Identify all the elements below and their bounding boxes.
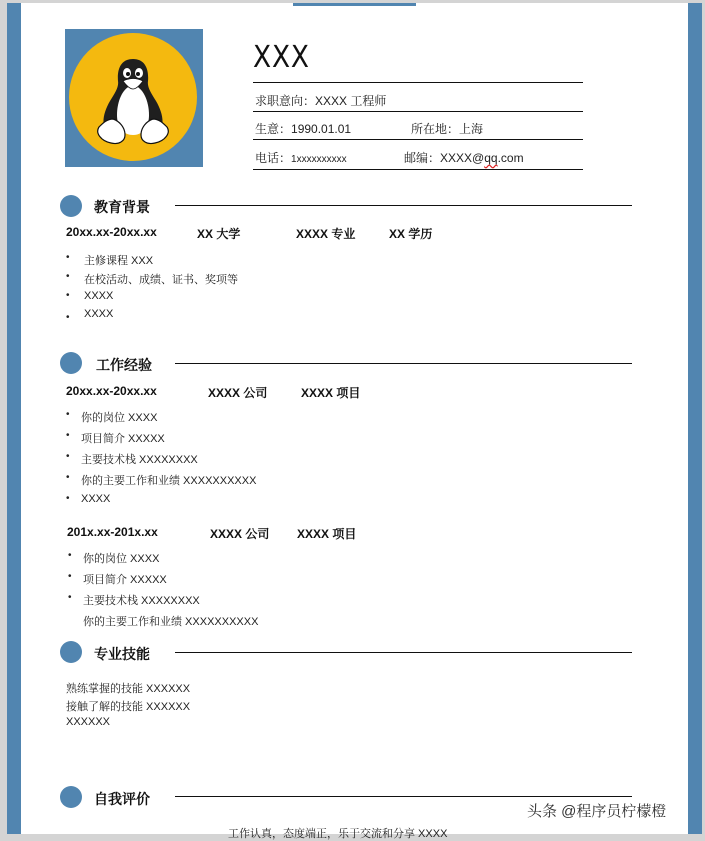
- birth-label: 生意：: [255, 122, 292, 136]
- section-title-education: 教育背景: [94, 199, 150, 215]
- job-company: XXXX 公司: [210, 527, 270, 541]
- email-spellcheck-squiggle: qq: [484, 151, 498, 165]
- section-title-self-eval: 自我评价: [94, 791, 150, 807]
- job-company: XXXX 公司: [208, 386, 268, 400]
- header-divider: [253, 169, 583, 170]
- phone: [255, 149, 347, 166]
- list-item: • 你的岗位 XXXX: [68, 550, 160, 565]
- job-period: 201x.xx-201x.xx: [67, 525, 158, 539]
- email-label: 邮编：: [404, 151, 441, 165]
- list-item: • 你的主要工作和业绩 XXXXXXXXXX: [66, 472, 257, 487]
- edu-period: 20xx.xx-20xx.xx: [66, 225, 157, 239]
- list-item: • XXXX: [66, 493, 111, 505]
- list-item: • 在校活动、成绩、证书、奖项等: [66, 271, 238, 286]
- job-intent-label: 求职意向：: [255, 94, 316, 108]
- linux-tux-penguin-icon: [65, 29, 203, 167]
- list-item: • XXXX: [66, 308, 114, 323]
- section-bullet-icon: [60, 195, 82, 217]
- list-item: • XXXX: [66, 290, 114, 302]
- left-accent-bar: [7, 3, 21, 834]
- section-bullet-icon: [60, 786, 82, 808]
- watermark: 头条 @程序员柠檬橙: [527, 803, 667, 820]
- list-item: • 你的岗位 XXXX: [66, 409, 158, 424]
- phone-value: 1xxxxxxxxxx: [291, 154, 347, 165]
- header-divider: [253, 111, 583, 112]
- job-project: XXXX 项目: [301, 386, 361, 400]
- list-item: • 项目简介 XXXXX: [66, 430, 165, 445]
- section-rule: [175, 652, 632, 653]
- list-item: • 主修课程 XXX: [66, 252, 154, 267]
- skill-line: 熟练掌握的技能 XXXXXX: [66, 683, 191, 695]
- list-item: 你的主要工作和业绩 XXXXXXXXXX: [83, 616, 259, 628]
- email-prefix: XXXX@: [440, 151, 485, 165]
- birth-date: [255, 120, 351, 137]
- section-bullet-icon: [60, 641, 82, 663]
- email: [404, 149, 524, 166]
- section-rule: [175, 205, 632, 206]
- location-label: 所在地：: [411, 122, 460, 136]
- skill-line: 接触了解的技能 XXXXXX: [66, 701, 191, 713]
- header-divider: [253, 82, 583, 83]
- job-project: XXXX 项目: [297, 527, 357, 541]
- birth-value: 1990.01.01: [291, 122, 352, 136]
- section-title-skills: 专业技能: [94, 646, 150, 662]
- email-suffix: .com: [497, 151, 524, 165]
- job-intent-value: XXXX 工程师: [315, 94, 387, 108]
- profile-photo: [65, 29, 203, 167]
- self-eval-text: 工作认真，态度端正，乐于交流和分享 XXXX: [228, 828, 448, 840]
- section-bullet-icon: [60, 352, 82, 374]
- phone-label: 电话：: [255, 151, 292, 165]
- right-accent-bar: [688, 3, 702, 834]
- list-item: • 项目简介 XXXXX: [68, 571, 167, 586]
- section-rule: [175, 363, 632, 364]
- location-value: 上海: [459, 122, 484, 136]
- list-item: • 主要技术栈 XXXXXXXX: [66, 451, 198, 466]
- skill-line: XXXXXX: [66, 716, 111, 728]
- job-intent: [255, 92, 386, 109]
- edu-degree: XX 学历: [389, 227, 433, 241]
- job-period: 20xx.xx-20xx.xx: [66, 384, 157, 398]
- top-accent-tab: [293, 3, 416, 6]
- list-item: • 主要技术栈 XXXXXXXX: [68, 592, 200, 607]
- section-rule: [175, 796, 632, 797]
- header-divider: [253, 139, 583, 140]
- location: [411, 120, 483, 137]
- edu-major: XXXX 专业: [296, 227, 356, 241]
- edu-school: XX 大学: [197, 227, 241, 241]
- candidate-name: XXX: [253, 40, 310, 75]
- section-title-work: 工作经验: [96, 357, 152, 373]
